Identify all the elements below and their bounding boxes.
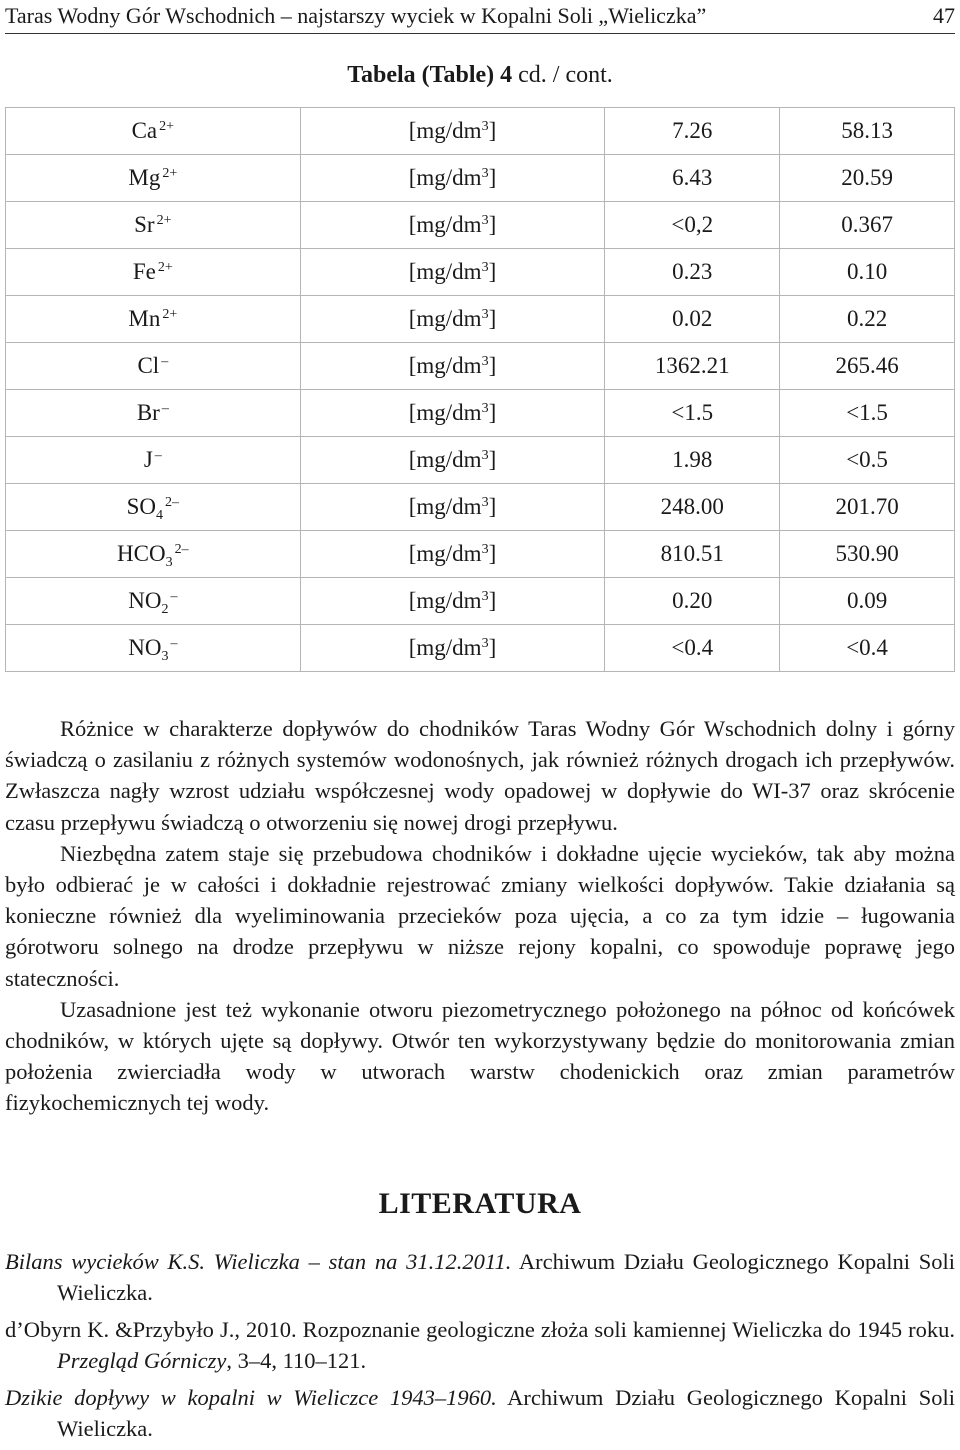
unit-cell [300, 108, 605, 155]
unit-bracket: ] [488, 165, 497, 190]
page-number: 47 [933, 3, 955, 28]
ion-concentration-table [5, 107, 955, 672]
table-row [6, 578, 955, 625]
table-row [6, 296, 955, 343]
ion-cell [6, 625, 301, 672]
unit-text: [mg/dm [408, 494, 482, 519]
unit-bracket: ] [488, 541, 497, 566]
ion-subscript: 2 [161, 602, 169, 617]
unit-bracket: ] [488, 212, 497, 237]
ion-cell [6, 249, 301, 296]
ion-cell [6, 343, 301, 390]
ion-charge: 2+ [156, 213, 172, 228]
paragraph: Niezbędna zatem staje się przebudowa chodników i dokładne ujęcie wycieków, tak aby można było odbierać je w całości i dokładnie rejestrować zmiany wielkości dopływów. Takie działania są konieczne również dla wyeliminowania przecieków poza ujęcia, a co za tym idzie – ługowania górotworu solnego na drodze przepływu w niższe rejony kopalni, co spowoduje poprawę jego stateczności. [5, 840, 955, 991]
ion-charge: – [170, 589, 178, 604]
ion-subscript: 3 [161, 649, 169, 664]
ion-symbol: Cl [137, 353, 160, 378]
ion-charge: 2– [165, 495, 180, 510]
unit-exponent: 3 [481, 589, 489, 604]
value-cell-2: <0.4 [780, 625, 955, 672]
table-row [6, 437, 955, 484]
value-cell-2: 201.70 [780, 484, 955, 531]
ion-charge: – [161, 401, 169, 416]
value-cell-1: 0.02 [605, 296, 780, 343]
value-cell-1: 7.26 [605, 108, 780, 155]
unit-text: [mg/dm [408, 400, 482, 425]
unit-text: [mg/dm [408, 541, 482, 566]
unit-bracket: ] [488, 306, 497, 331]
unit-cell [300, 578, 605, 625]
ion-cell [6, 437, 301, 484]
ion-symbol: Mn [128, 306, 161, 331]
ion-symbol: Br [136, 400, 160, 425]
unit-exponent: 3 [481, 448, 489, 463]
value-cell-2: <1.5 [780, 390, 955, 437]
value-cell-2: 0.22 [780, 296, 955, 343]
ion-symbol: Fe [132, 259, 156, 284]
unit-exponent: 3 [481, 260, 489, 275]
paragraph: Różnice w charakterze dopływów do chodników Taras Wodny Gór Wschodnich dolny i górny świadczą o zasilaniu z różnych systemów wodonośnych, jak również różnych drogach ich przepływów. Zwłaszcza nagły wzrost udziału współczesnej wody opadowej w dopływie do WI-37 oraz skrócenie czasu przepływu świadczą o otworzeniu się nowej drogi przepływu. [5, 716, 955, 835]
value-cell-2: 0.09 [780, 578, 955, 625]
unit-exponent: 3 [481, 636, 489, 651]
unit-cell [300, 437, 605, 484]
table-row [6, 249, 955, 296]
header-rule [5, 33, 955, 34]
ion-subscript: 4 [156, 508, 164, 523]
unit-cell [300, 296, 605, 343]
unit-text: [mg/dm [408, 306, 482, 331]
ion-charge: 2– [174, 542, 189, 557]
value-cell-2: 265.46 [780, 343, 955, 390]
reference-text: , 3–4, 110–121. [226, 1348, 367, 1373]
table-row [6, 155, 955, 202]
unit-cell [300, 343, 605, 390]
unit-bracket: ] [488, 118, 497, 143]
value-cell-2: 58.13 [780, 108, 955, 155]
value-cell-1: <0,2 [605, 202, 780, 249]
body-text [5, 713, 955, 1119]
value-cell-1: 1362.21 [605, 343, 780, 390]
ion-charge: – [161, 354, 169, 369]
ion-cell [6, 484, 301, 531]
ion-charge: 2+ [162, 307, 178, 322]
unit-bracket: ] [488, 400, 497, 425]
ion-symbol: HCO [117, 541, 166, 566]
table-row [6, 484, 955, 531]
table-row [6, 108, 955, 155]
running-head-title: Taras Wodny Gór Wschodnich – najstarszy wyciek w Kopalni Soli „Wieliczka” [5, 3, 707, 28]
reference-italic: Bilans wycieków K.S. Wieliczka – stan na 31.12.2011. [5, 1249, 512, 1274]
unit-bracket: ] [488, 494, 497, 519]
unit-text: [mg/dm [408, 212, 482, 237]
reference-item [5, 1246, 955, 1308]
unit-bracket: ] [488, 635, 497, 660]
ion-symbol: Sr [134, 212, 155, 237]
unit-text: [mg/dm [408, 635, 482, 660]
paragraph: Uzasadnione jest też wykonanie otworu piezometrycznego położonego na północ od końcówek chodników, w których ujęte są dopływy. Otwór ten wykorzystywany będzie do monitorowania zmian położenia zwierciadła wody w utworach warstw chodenickich oraz zmian parametrów fizykochemicznych tej wody. [5, 996, 955, 1116]
reference-text: Archiwum Działu Geologicznego Kopalni Soli Wieliczka. [57, 1249, 956, 1305]
value-cell-2: 0.367 [780, 202, 955, 249]
reference-italic: Dzikie dopływy w kopalni w Wieliczce 1943–1960. [5, 1385, 497, 1410]
unit-exponent: 3 [481, 401, 489, 416]
ion-symbol: NO [128, 588, 162, 613]
literature-heading: LITERATURA [378, 1187, 582, 1220]
ion-cell [6, 531, 301, 578]
unit-cell [300, 484, 605, 531]
unit-cell [300, 249, 605, 296]
unit-bracket: ] [488, 259, 497, 284]
value-cell-1: 248.00 [605, 484, 780, 531]
unit-text: [mg/dm [408, 588, 482, 613]
table-row [6, 390, 955, 437]
ion-cell [6, 578, 301, 625]
value-cell-1: <1.5 [605, 390, 780, 437]
unit-exponent: 3 [481, 166, 489, 181]
unit-cell [300, 390, 605, 437]
value-cell-1: 0.20 [605, 578, 780, 625]
unit-bracket: ] [488, 588, 497, 613]
value-cell-1: <0.4 [605, 625, 780, 672]
unit-text: [mg/dm [408, 118, 482, 143]
value-cell-2: 20.59 [780, 155, 955, 202]
unit-exponent: 3 [481, 354, 489, 369]
ion-cell [6, 155, 301, 202]
table-row [6, 531, 955, 578]
value-cell-2: <0.5 [780, 437, 955, 484]
unit-cell [300, 202, 605, 249]
ion-cell [6, 108, 301, 155]
value-cell-1: 1.98 [605, 437, 780, 484]
ion-symbol: Ca [131, 118, 158, 143]
reference-journal: Przegląd Górniczy [57, 1348, 227, 1373]
unit-cell [300, 531, 605, 578]
table-row [6, 202, 955, 249]
value-cell-1: 810.51 [605, 531, 780, 578]
value-cell-1: 0.23 [605, 249, 780, 296]
unit-exponent: 3 [481, 495, 489, 510]
running-head [5, 2, 955, 30]
reference-list [5, 1246, 955, 1450]
ion-cell [6, 390, 301, 437]
unit-text: [mg/dm [408, 447, 482, 472]
unit-exponent: 3 [481, 307, 489, 322]
unit-exponent: 3 [481, 542, 489, 557]
ion-symbol: J [143, 447, 153, 472]
value-cell-2: 0.10 [780, 249, 955, 296]
ion-symbol: NO [128, 635, 162, 660]
table-row [6, 625, 955, 672]
ion-subscript: 3 [165, 555, 173, 570]
unit-bracket: ] [488, 447, 497, 472]
ion-symbol: Mg [128, 165, 161, 190]
unit-text: [mg/dm [408, 165, 482, 190]
table-row [6, 343, 955, 390]
value-cell-1: 6.43 [605, 155, 780, 202]
ion-cell [6, 296, 301, 343]
reference-text: Archiwum Działu Geologicznego Kopalni Soli Wieliczka. [57, 1385, 955, 1441]
table-caption-label: Tabela (Table) 4 [347, 62, 513, 88]
reference-text: d’Obyrn K. &Przybyło J., 2010. Rozpoznanie geologiczne złoża soli kamiennej Wieliczka do 1945 roku. [5, 1317, 955, 1342]
table-caption [0, 60, 960, 90]
table-body [6, 108, 955, 672]
unit-text: [mg/dm [408, 353, 482, 378]
table-caption-continued: cd. / cont. [512, 62, 613, 88]
ion-charge: 2+ [157, 260, 173, 275]
unit-exponent: 3 [481, 213, 489, 228]
ion-charge: – [154, 448, 162, 463]
ion-charge: 2+ [162, 166, 178, 181]
value-cell-2: 530.90 [780, 531, 955, 578]
unit-cell [300, 155, 605, 202]
reference-item [5, 1314, 955, 1376]
ion-charge: 2+ [159, 119, 175, 134]
ion-cell [6, 202, 301, 249]
unit-text: [mg/dm [408, 259, 482, 284]
ion-charge: – [170, 636, 178, 651]
unit-cell [300, 625, 605, 672]
unit-exponent: 3 [481, 119, 489, 134]
unit-bracket: ] [488, 353, 497, 378]
ion-symbol: SO [126, 494, 157, 519]
reference-item [5, 1382, 955, 1444]
